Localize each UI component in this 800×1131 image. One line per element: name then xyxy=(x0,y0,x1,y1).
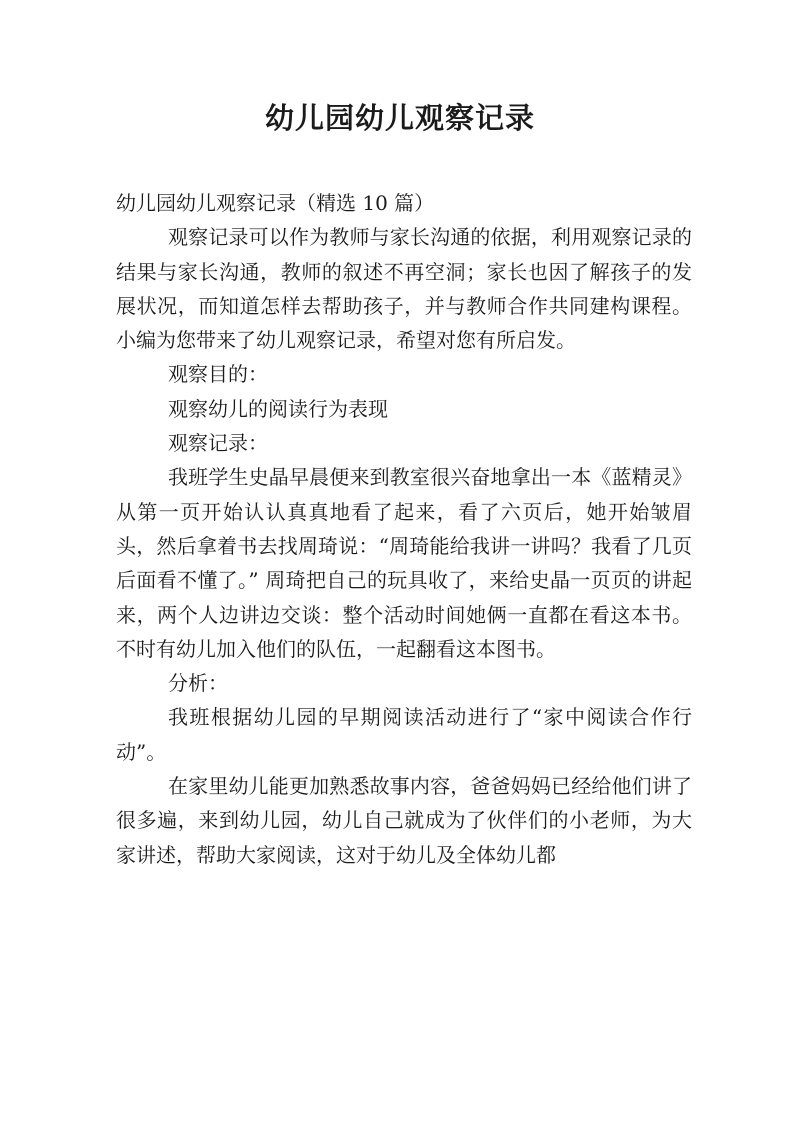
heading-observation-record: 观察记录： xyxy=(168,431,268,456)
heading-analysis: 分析： xyxy=(168,671,228,696)
document-body xyxy=(116,186,692,872)
paragraph-analysis-2: 在家里幼儿能更加熟悉故事内容，爸爸妈妈已经给他们讲了很多遍，来到幼儿园，幼儿自己就成为了伙伴们的小老师，为大家讲述，帮助大家阅读，这对于幼儿及全体幼儿都 xyxy=(116,774,692,867)
heading-observation-purpose: 观察目的： xyxy=(168,362,268,387)
paragraph-analysis-1: 我班根据幼儿园的早期阅读活动进行了“家中阅读合作行动”。 xyxy=(116,705,692,764)
paragraph-observation-purpose: 观察幼儿的阅读行为表现 xyxy=(168,396,388,421)
document-title: 幼儿园幼儿观察记录 xyxy=(264,101,535,135)
document-subtitle: 幼儿园幼儿观察记录（精选 10 篇） xyxy=(116,191,435,215)
paragraph-intro: 观察记录可以作为教师与家长沟通的依据，利用观察记录的结果与家长沟通，教师的叙述不再空洞；家长也因了解孩子的发展状况，而知道怎样去帮助孩子，并与教师合作共同建构课程。小编为您带来了幼儿观察记录，希望对您有所启发。 xyxy=(116,225,692,353)
paragraph-observation-record: 我班学生史晶早晨便来到教室很兴奋地拿出一本《蓝精灵》从第一页开始认认真真地看了起来，看了六页后，她开始皱眉头，然后拿着书去找周琦说：“周琦能给我讲一讲吗？我看了几页后面看不懂了。” 周琦把自己的玩具收了，来给史晶一页页的讲起来，两个人边讲边交谈：整个活动时间她俩一直都在看这本书。不时有幼儿加入他们的队伍，一起翻看这本图书。 xyxy=(116,465,692,661)
